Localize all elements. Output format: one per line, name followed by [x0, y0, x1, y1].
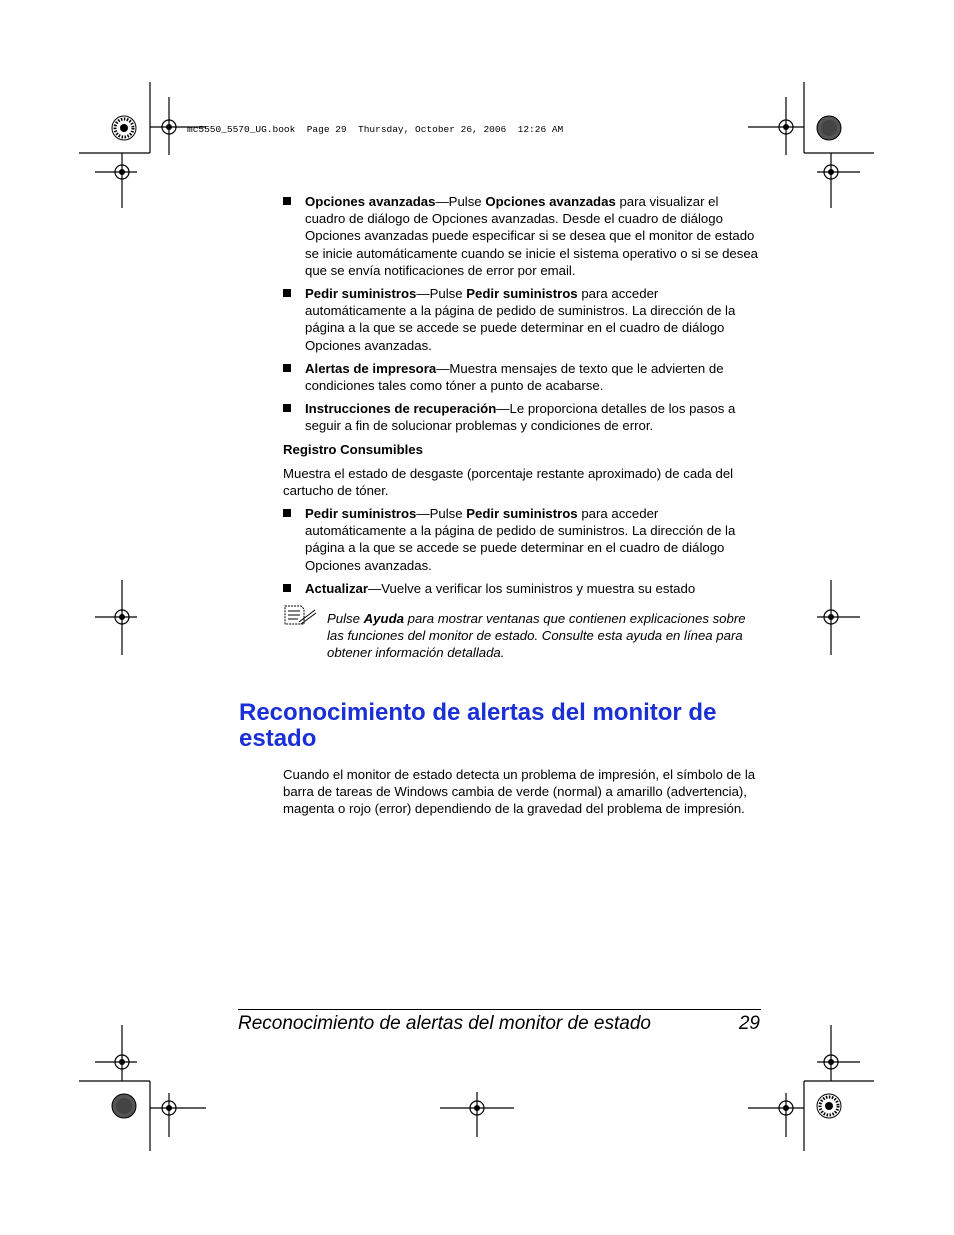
note-icon — [283, 604, 317, 626]
list-item — [283, 580, 761, 597]
item-term-repeat: Pedir suministros — [466, 286, 578, 302]
bullet-icon — [283, 364, 291, 372]
note-after: para mostrar ventanas que contienen explicaciones sobre las funciones del monitor de estado. Consulte esta ayuda en línea para obtener información detallada. — [327, 611, 746, 661]
list-item — [283, 193, 761, 279]
section-heading: Reconocimiento de alertas del monitor de estado — [239, 699, 717, 752]
note-text — [327, 610, 757, 662]
item-term: Opciones avanzadas — [305, 194, 436, 209]
item-term: Alertas de impresora — [305, 360, 437, 376]
footer-rule — [238, 1009, 761, 1010]
subsection-description: Muestra el estado de desgaste (porcentaje restante aproximado) de cada del cartucho de tóner. — [283, 466, 734, 499]
note-before: Pulse — [327, 611, 364, 626]
item-term: Pedir suministros — [305, 286, 417, 302]
item-description: para visualizar el cuadro de diálogo de Opciones avanzadas. Desde el cuadro de diálogo Opciones avanzadas puede especificar si se desea que el monitor de estado se inicie automáticamente cuando se inicie el sistema operativo o si se desea que se envía notificaciones de error por email. — [305, 194, 759, 278]
page-number: 29 — [738, 1013, 760, 1034]
item-description: —Le proporciona detalles de los pasos a seguir a fin de solucionar problemas y condiciones de error. — [305, 401, 736, 434]
note-emphasis: Ayuda — [363, 611, 404, 626]
item-description: —Vuelve a verificar los suministros y muestra su estado — [368, 580, 696, 596]
bullet-icon — [283, 509, 291, 517]
footer-title: Reconocimiento de alertas del monitor de estado — [238, 1013, 651, 1034]
item-term-repeat: Opciones avanzadas — [485, 194, 616, 209]
bullet-icon — [283, 584, 291, 592]
subsection-title: Registro Consumibles — [283, 442, 423, 457]
print-stamp: mc5550_5570_UG.book Page 29 Thursday, October 26, 2006 12:26 AM — [187, 124, 564, 135]
list-item — [283, 360, 761, 394]
list-item — [283, 285, 761, 354]
bullet-list-supplies — [283, 505, 761, 597]
item-term: Instrucciones de recuperación — [305, 401, 497, 417]
item-separator: —Pulse — [416, 506, 467, 521]
section-body: Cuando el monitor de estado detecta un problema de impresión, el símbolo de la barra de tareas de Windows cambia de verde (normal) a amarillo (advertencia), magenta o rojo (error) dependiendo de la gravedad del problema de impresión. — [283, 767, 756, 817]
item-term: Actualizar — [305, 580, 369, 596]
list-item — [283, 400, 761, 434]
item-separator: —Pulse — [435, 194, 486, 209]
item-term: Pedir suministros — [305, 506, 417, 521]
bullet-icon — [283, 404, 291, 412]
bullet-icon — [283, 289, 291, 297]
bullet-list-options — [283, 193, 761, 435]
item-separator: —Pulse — [416, 286, 467, 302]
list-item — [283, 505, 761, 574]
item-description: para acceder automáticamente a la página de pedido de suministros. La dirección de la página a la que se accede se puede determinar en el cuadro de diálogo Opciones avanzadas. — [305, 506, 736, 573]
item-term-repeat: Pedir suministros — [466, 506, 578, 521]
item-description: para acceder automáticamente a la página de pedido de suministros. La dirección de la página a la que se accede se puede determinar en el cuadro de diálogo Opciones avanzadas. — [305, 286, 736, 353]
bullet-icon — [283, 197, 291, 205]
item-description: —Muestra mensajes de texto que le advierten de condiciones tales como tóner a punto de acabarse. — [305, 360, 724, 394]
